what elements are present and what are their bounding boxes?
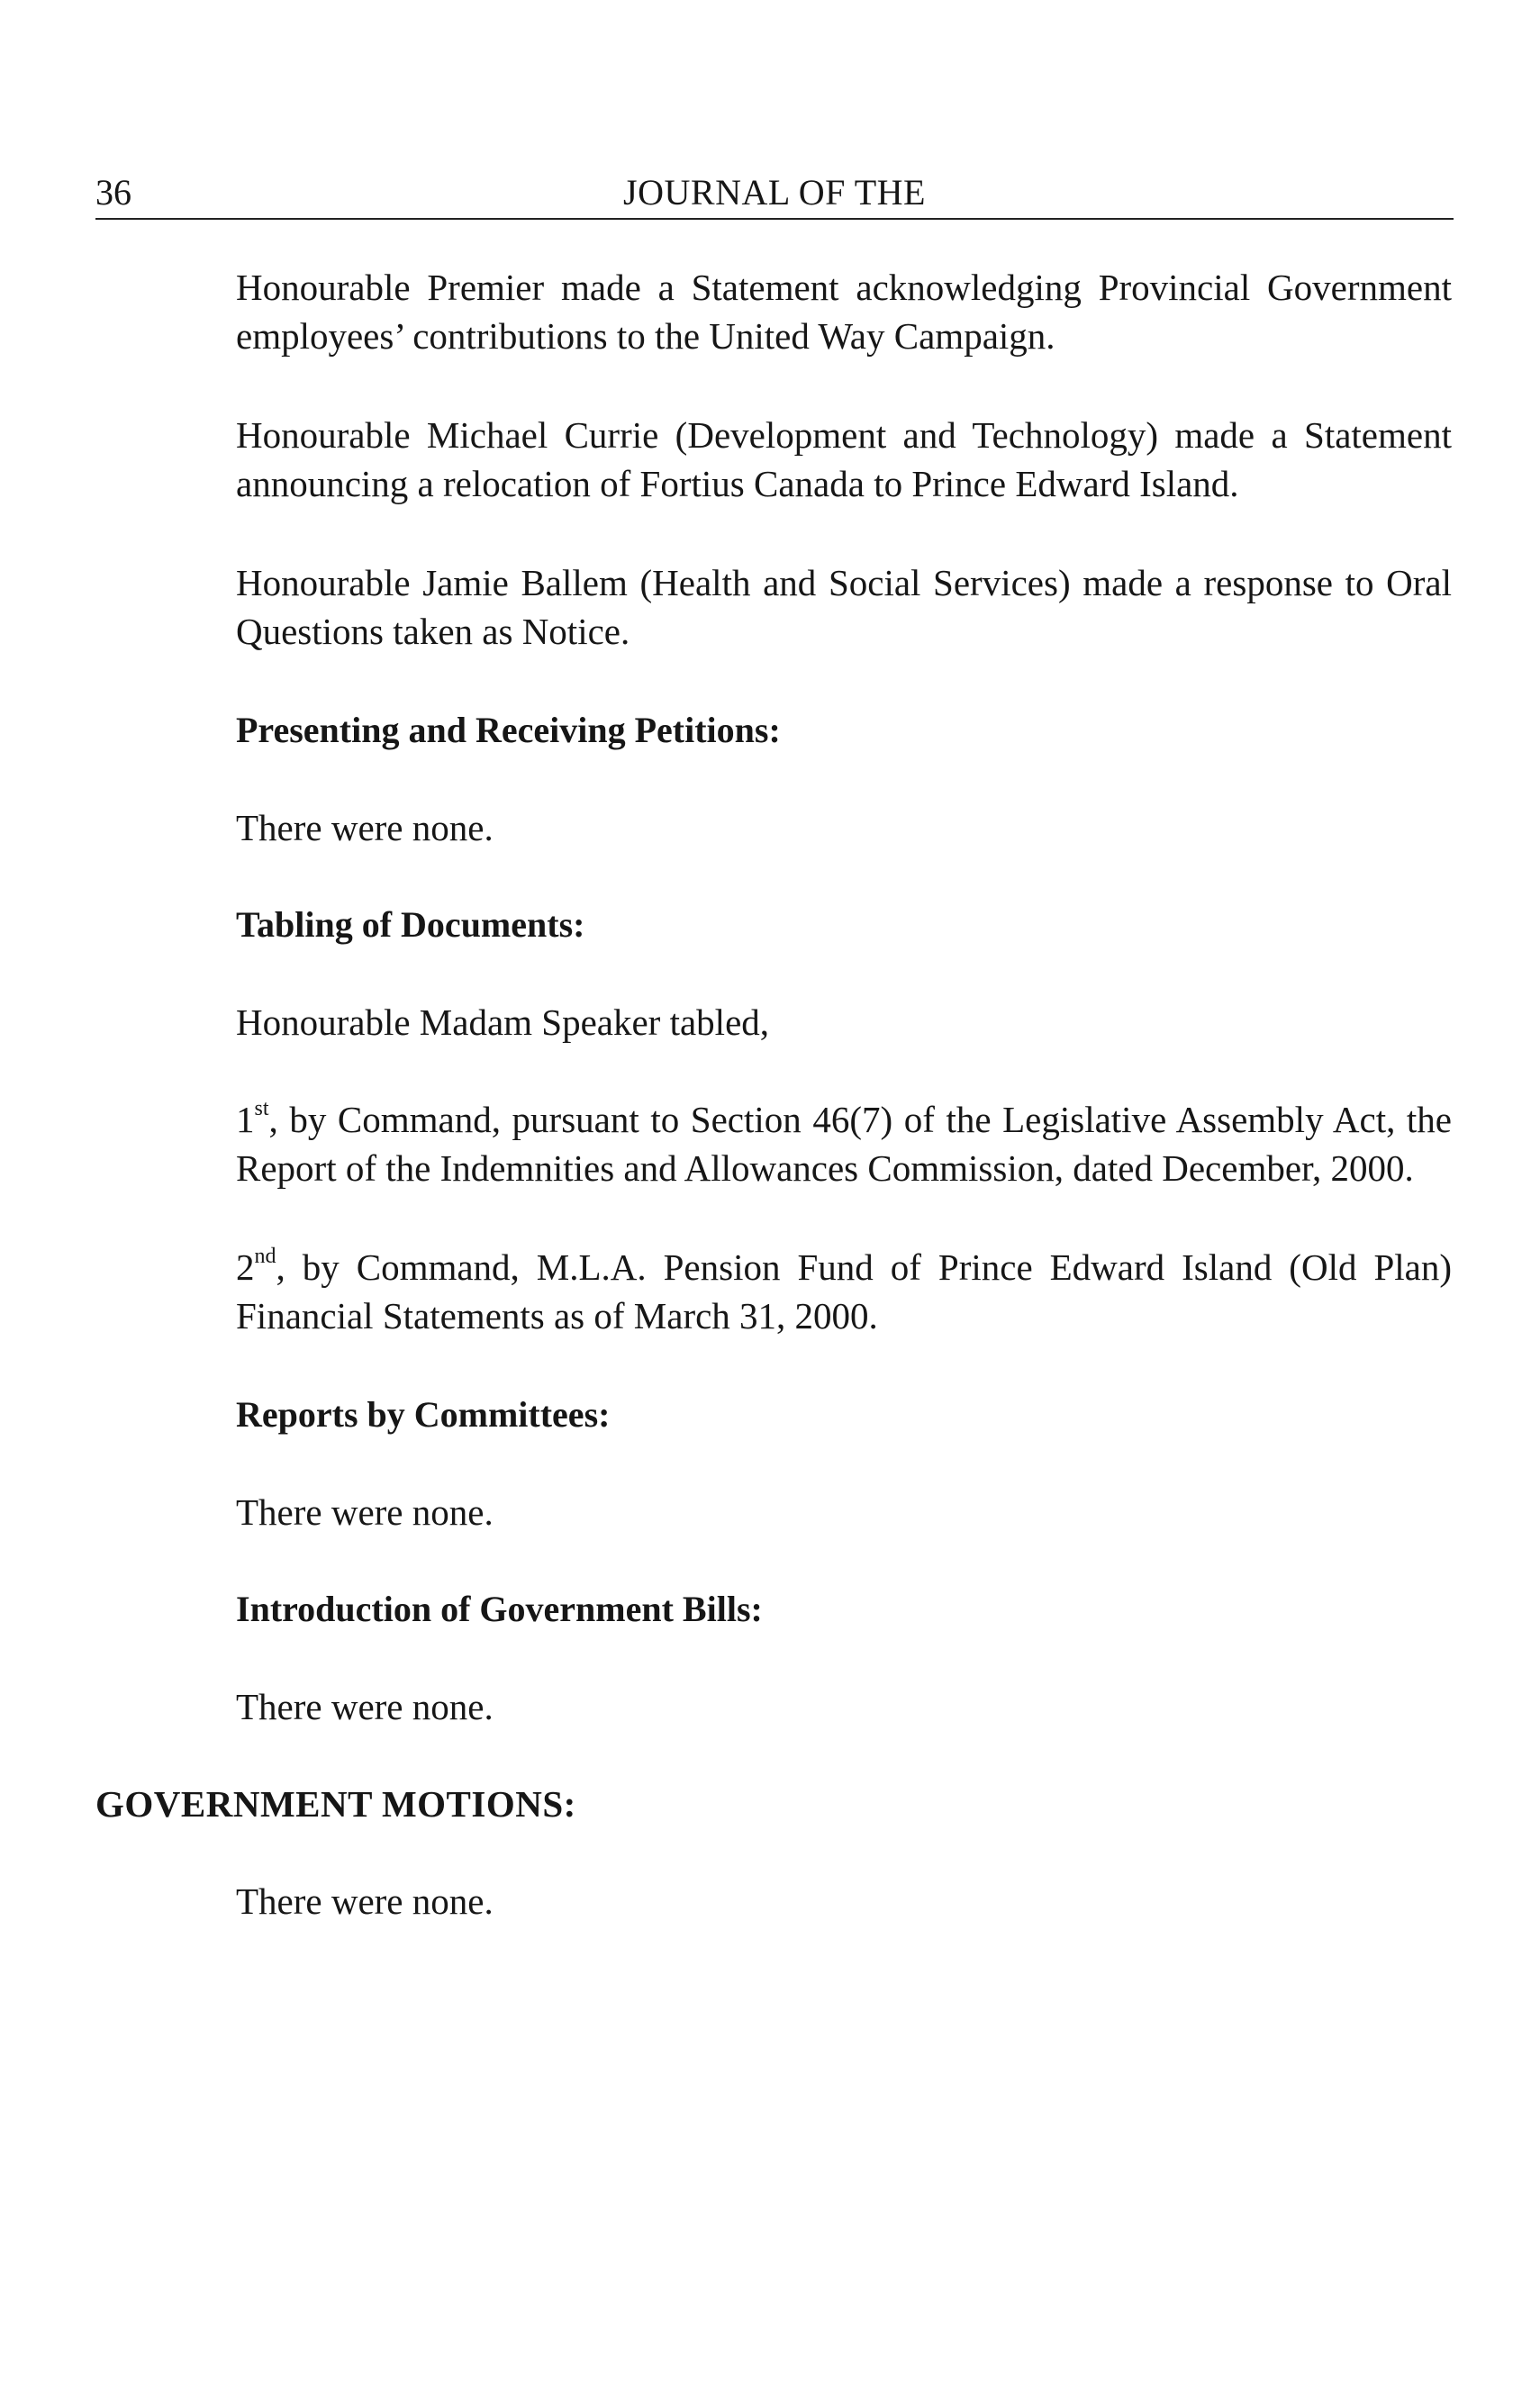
bills-text: There were none. <box>236 1686 494 1727</box>
statement-ballem: Honourable Jamie Ballem (Health and Social Services) made a response to Oral Questions taken as Notice. <box>236 562 1452 652</box>
tabled-item-1-suffix: st <box>254 1097 269 1121</box>
tabled-item-1 <box>236 1095 1452 1192</box>
statement-currie: Honourable Michael Currie (Development and Technology) made a Statement announcing a relocation of Fortius Canada to Prince Edward Island. <box>236 414 1452 504</box>
tabling-intro: Honourable Madam Speaker tabled, <box>236 1001 770 1043</box>
page-number: 36 <box>95 172 131 213</box>
petitions-text: There were none. <box>236 807 494 848</box>
bills-heading: Introduction of Government Bills: <box>236 1589 763 1629</box>
tabled-item-1-text: , by Command, pursuant to Section 46(7) of the Legislative Assembly Act, the Report of the Indemnities and Allowances Commission, dated December, 2000. <box>236 1099 1452 1189</box>
page-header <box>95 164 1454 220</box>
tabled-item-2 <box>236 1243 1452 1340</box>
motions-heading: GOVERNMENT MOTIONS: <box>95 1783 576 1825</box>
committees-text: There were none. <box>236 1491 494 1533</box>
page-body <box>95 263 1452 1925</box>
petitions-heading: Presenting and Receiving Petitions: <box>236 710 781 750</box>
motions-text: There were none. <box>236 1880 494 1922</box>
tabled-item-2-text: , by Command, M.L.A. Pension Fund of Prince Edward Island (Old Plan) Financial Statements as of March 31, 2000. <box>236 1246 1452 1336</box>
tabled-item-2-ordinal: 2 <box>236 1246 255 1288</box>
tabled-item-2-suffix: nd <box>254 1245 276 1269</box>
running-title: JOURNAL OF THE <box>623 172 926 213</box>
committees-heading: Reports by Committees: <box>236 1394 611 1435</box>
tabling-heading: Tabling of Documents: <box>236 904 585 945</box>
statement-premier: Honourable Premier made a Statement acknowledging Provincial Government employees’ contributions to the United Way Campaign. <box>236 267 1452 357</box>
tabled-item-1-ordinal: 1 <box>236 1099 255 1140</box>
